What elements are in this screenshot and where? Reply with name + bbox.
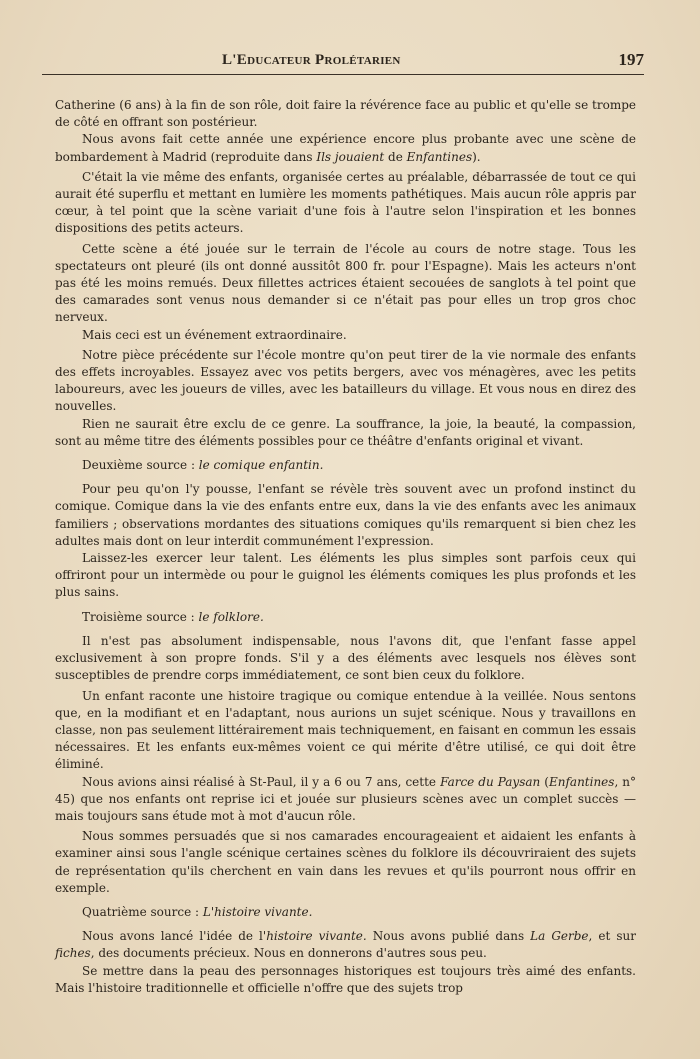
- paragraph: Laissez-les exercer leur talent. Les éléments les plus simples sont parfois ceux qui offriront pour un intermède ou pour le guignol les éléments comiques les plus profonds et les plus sains.: [55, 551, 636, 600]
- paragraph: Se mettre dans la peau des personnages historiques est toujours très aimé des enfants. Mais l'histoire traditionnelle et officielle n'offre que des sujets trop: [55, 963, 636, 995]
- section-heading-quatrieme-source: Quatrième source : L'histoire vivante.: [82, 904, 313, 919]
- section-heading-deuxieme-source: Deuxième source : le comique enfantin.: [82, 458, 324, 473]
- paragraph: Il n'est pas absolument indispensable, nous l'avons dit, que l'enfant fasse appel exclusivement à son propre fonds. S'il y a des éléments avec lesquels nos élèves sont susceptibles de prendre corps immédiatement, ce sont bien ceux du folklore.: [55, 633, 636, 683]
- section-heading-troisieme-source: Troisième source : le folklore.: [82, 609, 264, 624]
- journal-title: L'Educateur Prolétarien: [222, 52, 401, 68]
- paragraph: Pour peu qu'on l'y pousse, l'enfant se révèle très souvent avec un profond instinct du comique. Comique dans la vie des enfants entre eux, dans la vie des enfants avec les animaux familiers ; observations mordantes des situations comiques qu'ils remarquent si bien chez les adultes mais dont on leur interdit communément l'expression.: [55, 482, 636, 548]
- paragraph: Mais ceci est un événement extraordinaire.: [82, 327, 347, 342]
- paragraph: Nous avons fait cette année une expérience encore plus probante avec une scène de bombardement à Madrid (reproduite dans Ils jouaient de Enfantines).: [55, 132, 636, 164]
- paragraph: Rien ne saurait être exclu de ce genre. La souffrance, la joie, la beauté, la compassion, sont au même titre des éléments possibles pour ce théâtre d'enfants original et vivant.: [55, 416, 636, 448]
- paragraph: Un enfant raconte une histoire tragique ou comique entendue à la veillée. Nous sentons que, en la modifiant et en l'adaptant, nous aurions un sujet scénique. Nous y travaillons en classe, non pas seulement littérairement mais techniquement, en faisant en commun les essais nécessaires. Et les enfants eux-mêmes voient ce qui mérite d'être utilisé, ce qui doit être éliminé.: [55, 688, 636, 772]
- page-number: 197: [618, 50, 644, 69]
- paragraph: Notre pièce précédente sur l'école montre qu'on peut tirer de la vie normale des enfants des effets incroyables. Essayez avec vos petits bergers, avec vos ménagères, avec les petits laboureurs, avec les joueurs de villes, avec les batailleurs du village. Et vous nous en direz des nouvelles.: [55, 347, 636, 414]
- paragraph: Nous avions ainsi réalisé à St-Paul, il y a 6 ou 7 ans, cette Farce du Paysan (Enfantines, n° 45) que nos enfants ont reprise ici et jouée sur plusieurs scènes avec un complet succès — mais toujours sans étude mot à mot d'aucun rôle.: [55, 774, 637, 823]
- paragraph: Nous sommes persuadés que si nos camarades encourageaient et aidaient les enfants à examiner ainsi sous l'angle scénique certaines scènes du folklore ils découvriraient des sujets de représentation qu'ils cherchent en vain dans les revues et qu'ils pourront nous offrir en exemple.: [55, 829, 636, 895]
- paragraph: Catherine (6 ans) à la fin de son rôle, doit faire la révérence face au public et qu'elle se trompe de côté en offrant son postérieur.: [55, 98, 636, 130]
- paragraph: C'était la vie même des enfants, organisée certes au préalable, débarrassée de tout ce qui aurait été superflu et mettant en lumière les moments pathétiques. Mais aucun rôle appris par cœur, à tel point que la scène variait d'une fois à l'autre selon l'inspiration et les bonnes dispositions des petits acteurs.: [55, 169, 636, 236]
- paragraph: Nous avons lancé l'idée de l'histoire vivante. Nous avons publié dans La Gerbe, et sur fiches, des documents précieux. Nous en donnerons d'autres sous peu.: [55, 929, 636, 961]
- paragraph: Cette scène a été jouée sur le terrain de l'école au cours de notre stage. Tous les spectateurs ont pleuré (ils ont donné aussitôt 800 fr. pour l'Espagne). Mais les acteurs n'ont pas été les moins remués. Deux fillettes actrices étaient secouées de sanglots à tel point que des camarades sont venus nous demander si ce n'était pas pour elles un trop gros choc nerveux.: [55, 241, 636, 325]
- article-body: [55, 97, 636, 997]
- running-header: [42, 50, 644, 75]
